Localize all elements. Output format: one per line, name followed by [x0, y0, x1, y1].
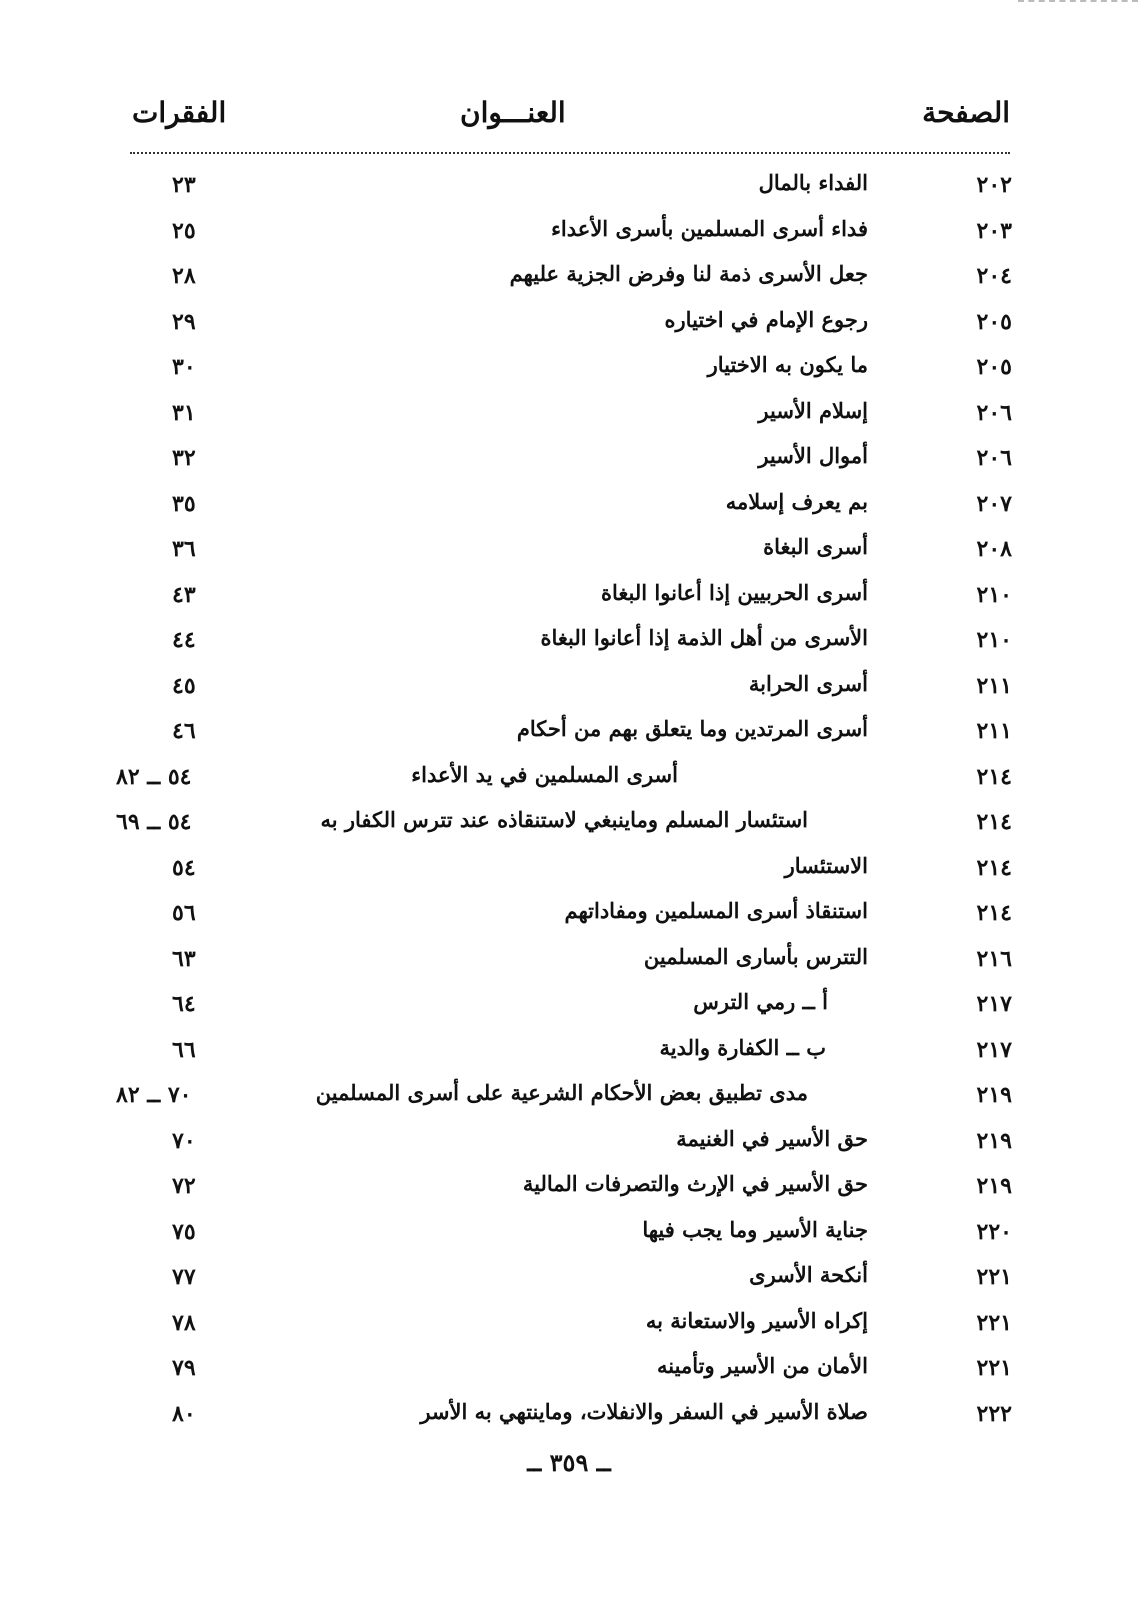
- toc-row: [0, 621, 1138, 667]
- entry-title: ما يكون به الاختيار: [707, 352, 868, 377]
- toc-row: [0, 257, 1138, 303]
- paragraph-numbers: ٦٣: [172, 945, 196, 972]
- toc-row: [0, 303, 1138, 349]
- toc-row: [0, 712, 1138, 758]
- entry-title: استنقاذ أسرى المسلمين ومفاداتهم: [564, 898, 868, 923]
- page-number: ٢٠٣: [976, 217, 1012, 244]
- paragraph-numbers: ٦٦: [172, 1036, 196, 1063]
- paragraph-numbers: ٢٨: [172, 263, 196, 289]
- paragraph-numbers: ٤٤: [172, 627, 196, 653]
- toc-row: [0, 348, 1138, 394]
- page-number: ٢٢٢: [976, 1400, 1012, 1427]
- paragraph-numbers: ٨٠: [172, 1400, 196, 1427]
- paragraph-numbers: ٢٣: [172, 172, 196, 198]
- page-number: ٢٠٦: [976, 399, 1012, 426]
- toc-row: [0, 576, 1138, 622]
- entry-title: استئسار المسلم وماينبغي لاستنقاذه عند تترس الكفار به: [320, 807, 808, 832]
- table-of-contents: [0, 166, 1138, 1440]
- entry-title: ب ــ الكفارة والدية: [659, 1034, 826, 1060]
- entry-title: إسلام الأسير: [758, 397, 868, 423]
- entry-title: الأمان من الأسير وتأمينه: [657, 1353, 868, 1378]
- toc-row-section: [0, 758, 1138, 804]
- paragraph-numbers: ٧٩: [172, 1355, 196, 1381]
- toc-row-subsection: [0, 803, 1138, 849]
- page-number: ٢٠٥: [976, 308, 1012, 335]
- page-number: ٢١١: [976, 672, 1012, 699]
- paragraph-numbers: ٤٣: [172, 581, 196, 608]
- entry-title: أسرى المسلمين في يد الأعداء: [411, 761, 678, 787]
- entry-title: جعل الأسرى ذمة لنا وفرض الجزية عليهم: [509, 261, 868, 286]
- entry-title: رجوع الإمام في اختياره: [664, 306, 868, 332]
- toc-row: [0, 394, 1138, 440]
- entry-title: فداء أسرى المسلمين بأسرى الأعداء: [551, 215, 868, 241]
- page-number: ٢٠٨: [976, 536, 1012, 562]
- entry-title: حق الأسير في الغنيمة: [676, 1125, 868, 1151]
- page-number: ٢١٩: [976, 1082, 1012, 1108]
- page-number: ٢١٠: [976, 581, 1012, 608]
- paragraph-numbers: ٧٢: [172, 1173, 196, 1199]
- page-number: ٢١٤: [976, 854, 1012, 881]
- paragraph-numbers: ٥٤ ــ ٦٩: [116, 809, 192, 835]
- entry-title: إكراه الأسير والاستعانة به: [645, 1307, 868, 1333]
- paragraph-numbers: ٥٤: [172, 854, 196, 881]
- page-number: ٢٠٢: [976, 172, 1012, 198]
- toc-row: [0, 212, 1138, 258]
- page-number: ٢١٠: [976, 627, 1012, 653]
- paragraph-numbers: ٥٤ ــ ٨٢: [116, 763, 192, 790]
- toc-row: [0, 1258, 1138, 1304]
- paragraph-numbers: ٤٦: [172, 718, 196, 744]
- page-number: ٢١٩: [976, 1127, 1012, 1154]
- paragraph-numbers: ٣٠: [172, 354, 196, 380]
- toc-row: [0, 166, 1138, 212]
- entry-title: الأسرى من أهل الذمة إذا أعانوا البغاة: [540, 625, 868, 650]
- entry-title: صلاة الأسير في السفر والانفلات، وماينتهي به الأسر: [420, 1398, 868, 1424]
- toc-row: [0, 1167, 1138, 1213]
- entry-title: الاستئسار: [784, 852, 868, 878]
- page-number: ٢٢١: [976, 1355, 1012, 1381]
- page-number: ٢١٤: [976, 763, 1012, 790]
- toc-row: [0, 530, 1138, 576]
- paragraph-numbers: ٦٤: [172, 991, 196, 1017]
- paragraph-numbers: ٧٧: [172, 1264, 196, 1290]
- entry-title: أموال الأسير: [758, 443, 868, 468]
- page-number: ٢١٧: [976, 991, 1012, 1017]
- page-number: ٢١٤: [976, 809, 1012, 835]
- paragraph-numbers: ٢٩: [172, 308, 196, 335]
- entry-title: أنكحة الأسرى: [749, 1262, 868, 1287]
- page-number: ٢١٤: [976, 900, 1012, 926]
- paragraph-numbers: ٣٥: [172, 490, 196, 517]
- entry-title: التترس بأسارى المسلمين: [643, 943, 868, 969]
- toc-row-subsection: [0, 1076, 1138, 1122]
- page-number: ٢٠٥: [976, 354, 1012, 380]
- header-title-column: العنـــوان: [460, 96, 566, 129]
- paragraph-numbers: ٧٥: [172, 1218, 196, 1245]
- toc-row: [0, 1395, 1138, 1441]
- page-number: ٢٠٦: [976, 445, 1012, 471]
- paragraph-numbers: ٣١: [172, 399, 196, 426]
- page-number: ٢١٩: [976, 1173, 1012, 1199]
- table-header: [130, 92, 1010, 154]
- entry-title: بم يعرف إسلامه: [725, 488, 868, 514]
- paragraph-numbers: ٧٠: [172, 1127, 196, 1154]
- toc-row: [0, 940, 1138, 986]
- page-number: ٢٠٧: [976, 490, 1012, 517]
- toc-row: [0, 894, 1138, 940]
- page-number: ٢١٧: [976, 1036, 1012, 1063]
- toc-row: [0, 1349, 1138, 1395]
- page-number: ٢٠٤: [976, 263, 1012, 289]
- paragraph-numbers: ٢٥: [172, 217, 196, 244]
- paragraph-numbers: ٧٠ ــ ٨٢: [116, 1082, 192, 1108]
- page-number: ٢٢٠: [976, 1218, 1012, 1245]
- entry-title: أسرى البغاة: [763, 534, 868, 559]
- entry-title: أ ــ رمي الترس: [693, 989, 828, 1014]
- entry-title: أسرى الحربيين إذا أعانوا البغاة: [601, 579, 868, 605]
- entry-title: جناية الأسير وما يجب فيها: [642, 1216, 868, 1242]
- entry-title: حق الأسير في الإرث والتصرفات المالية: [522, 1171, 868, 1196]
- toc-row: [0, 849, 1138, 895]
- toc-row: [0, 1122, 1138, 1168]
- paragraph-numbers: ٣٢: [172, 445, 196, 471]
- toc-row: [0, 667, 1138, 713]
- toc-row: [0, 485, 1138, 531]
- paragraph-numbers: ٥٦: [172, 900, 196, 926]
- toc-row: [0, 1304, 1138, 1350]
- page-number: ٢١١: [976, 718, 1012, 744]
- page-number: ٢٢١: [976, 1309, 1012, 1336]
- entry-title: مدى تطبيق بعض الأحكام الشرعية على أسرى المسلمين: [315, 1080, 808, 1105]
- toc-row-item: [0, 1031, 1138, 1077]
- paragraph-numbers: ٤٥: [172, 672, 196, 699]
- page-number: ٢٢١: [976, 1264, 1012, 1290]
- header-page-column: الصفحة: [922, 96, 1010, 129]
- page-number: ٢١٦: [976, 945, 1012, 972]
- scan-edge-mark: [1018, 0, 1138, 6]
- paragraph-numbers: ٧٨: [172, 1309, 196, 1336]
- toc-row-item: [0, 985, 1138, 1031]
- entry-title: أسرى المرتدين وما يتعلق بهم من أحكام: [516, 716, 868, 741]
- toc-row: [0, 439, 1138, 485]
- paragraph-numbers: ٣٦: [172, 536, 196, 562]
- entry-title: أسرى الحرابة: [748, 670, 868, 696]
- toc-row: [0, 1213, 1138, 1259]
- entry-title: الفداء بالمال: [758, 170, 868, 195]
- page-footer-number: ــ ٣٥٩ ــ: [527, 1448, 611, 1477]
- header-paragraphs-column: الفقرات: [132, 96, 227, 129]
